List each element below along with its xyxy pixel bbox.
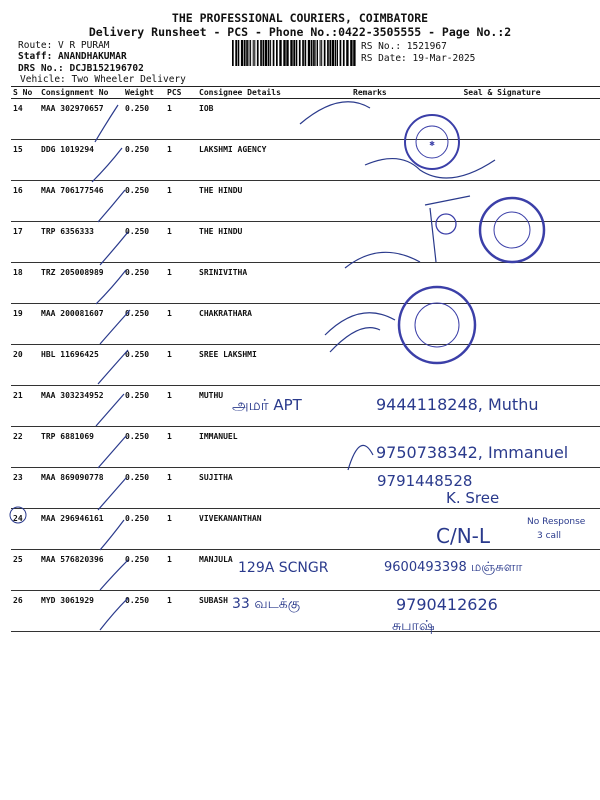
row-remarks <box>351 140 400 181</box>
row-pcs: 1 <box>165 427 197 468</box>
col-remarks: Remarks <box>351 87 400 99</box>
row-seal <box>400 345 600 386</box>
row-consignee: MUTHU <box>197 386 351 427</box>
row-pcs: 1 <box>165 386 197 427</box>
handwritten-note: No Response <box>527 517 586 527</box>
row-pcs: 1 <box>165 181 197 222</box>
table-row <box>11 99 600 140</box>
row-sno: 24 <box>11 509 39 550</box>
row-consignee: CHAKRATHARA <box>197 304 351 345</box>
row-consignee: SRINIVITHA <box>197 263 351 304</box>
handwritten-signature: 9791448528 <box>377 472 473 490</box>
row-weight: 0.250 <box>123 304 165 345</box>
row-seal <box>400 427 600 468</box>
row-weight: 0.250 <box>123 99 165 140</box>
col-weight: Weight <box>123 87 165 99</box>
row-sno: 16 <box>11 181 39 222</box>
row-pcs: 1 <box>165 591 197 632</box>
row-sno: 14 <box>11 99 39 140</box>
row-pcs: 1 <box>165 509 197 550</box>
handwritten-signature: சுபாஷ் <box>392 618 435 634</box>
table-row <box>11 427 600 468</box>
row-seal <box>400 181 600 222</box>
row-remarks <box>351 550 400 591</box>
col-consignee: Consignee Details <box>197 87 351 99</box>
row-sno: 20 <box>11 345 39 386</box>
handwritten-address: அமர் APT <box>232 396 302 414</box>
table-row <box>11 222 600 263</box>
runsheet-table <box>11 86 600 632</box>
row-weight: 0.250 <box>123 222 165 263</box>
row-sno: 22 <box>11 427 39 468</box>
row-pcs: 1 <box>165 263 197 304</box>
row-weight: 0.250 <box>123 140 165 181</box>
handwritten-note: 3 call <box>537 531 562 541</box>
row-consignment: TRP 6356333 <box>39 222 123 263</box>
row-sno: 17 <box>11 222 39 263</box>
stamp-seal-mark: ✱ <box>429 140 435 148</box>
row-pcs: 1 <box>165 222 197 263</box>
row-consignee: IMMANUEL <box>197 427 351 468</box>
row-weight: 0.250 <box>123 181 165 222</box>
table-row <box>11 509 600 550</box>
row-consignment: TRP 6881069 <box>39 427 123 468</box>
row-weight: 0.250 <box>123 468 165 509</box>
staff-label: Staff: ANANDHAKUMAR <box>18 51 127 62</box>
row-remarks <box>351 222 400 263</box>
row-remarks <box>351 99 400 140</box>
row-consignment: MAA 200081607 <box>39 304 123 345</box>
row-seal <box>400 304 600 345</box>
row-seal <box>400 468 600 509</box>
row-sno: 18 <box>11 263 39 304</box>
row-weight: 0.250 <box>123 386 165 427</box>
row-pcs: 1 <box>165 304 197 345</box>
row-consignee: LAKSHMI AGENCY <box>197 140 351 181</box>
row-consignment: MAA 302970657 <box>39 99 123 140</box>
row-consignment: MAA 296946161 <box>39 509 123 550</box>
row-pcs: 1 <box>165 345 197 386</box>
row-consignee: SREE LAKSHMI <box>197 345 351 386</box>
row-seal <box>400 386 600 427</box>
row-remarks <box>351 509 400 550</box>
row-consignment: MAA 706177546 <box>39 181 123 222</box>
row-remarks <box>351 345 400 386</box>
row-seal <box>400 222 600 263</box>
row-remarks <box>351 427 400 468</box>
handwritten-signature: C/N-L <box>436 524 491 548</box>
row-sno: 25 <box>11 550 39 591</box>
row-seal <box>400 140 600 181</box>
row-remarks <box>351 304 400 345</box>
row-pcs: 1 <box>165 140 197 181</box>
row-consignee: MANJULA <box>197 550 351 591</box>
row-consignee: SUBASH <box>197 591 351 632</box>
handwritten-signature: 9444118248, Muthu <box>376 395 539 414</box>
vehicle-label: Vehicle: Two Wheeler Delivery <box>20 74 186 85</box>
runsheet-subtitle: Delivery Runsheet - PCS - Phone No.:0422-3505555 - Page No.:2 <box>88 25 512 39</box>
row-seal <box>400 509 600 550</box>
rs-date: RS Date: 19-Mar-2025 <box>361 53 476 64</box>
table-row <box>11 181 600 222</box>
row-weight: 0.250 <box>123 263 165 304</box>
row-consignee: THE HINDU <box>197 181 351 222</box>
row-sno: 21 <box>11 386 39 427</box>
row-sno: 15 <box>11 140 39 181</box>
handwritten-address: 129A SCNGR <box>238 560 329 576</box>
handwritten-signature: 9750738342, Immanuel <box>376 443 569 462</box>
col-consignment: Consignment No <box>39 87 123 99</box>
row-consignment: TRZ 205008989 <box>39 263 123 304</box>
row-seal <box>400 263 600 304</box>
row-consignment: HBL 11696425 <box>39 345 123 386</box>
col-seal: Seal & Signature <box>400 87 600 99</box>
col-pcs: PCS <box>165 87 197 99</box>
row-consignment: MAA 869090778 <box>39 468 123 509</box>
row-pcs: 1 <box>165 468 197 509</box>
row-seal <box>400 550 600 591</box>
company-title: THE PROFESSIONAL COURIERS, COIMBATORE <box>171 11 429 25</box>
barcode-image <box>232 40 356 66</box>
row-consignment: MAA 303234952 <box>39 386 123 427</box>
row-remarks <box>351 591 400 632</box>
route-label: Route: V R PURAM <box>18 40 110 51</box>
row-weight: 0.250 <box>123 345 165 386</box>
row-weight: 0.250 <box>123 591 165 632</box>
drs-label: DRS No.: DCJB152196702 <box>18 63 144 74</box>
row-consignment: DDG 1019294 <box>39 140 123 181</box>
row-weight: 0.250 <box>123 509 165 550</box>
row-sno: 19 <box>11 304 39 345</box>
row-consignee: IOB <box>197 99 351 140</box>
handwritten-signature: 9600493398 மஞ்சுளா <box>384 560 523 575</box>
row-sno: 23 <box>11 468 39 509</box>
row-consignment: MAA 576820396 <box>39 550 123 591</box>
row-pcs: 1 <box>165 550 197 591</box>
row-remarks <box>351 386 400 427</box>
row-weight: 0.250 <box>123 427 165 468</box>
row-seal <box>400 99 600 140</box>
row-consignee: SUJITHA <box>197 468 351 509</box>
handwritten-address: 33 வடக்கு <box>232 596 301 612</box>
table-header-row <box>11 87 600 99</box>
table-row <box>11 468 600 509</box>
row-consignee: VIVEKANANTHAN <box>197 509 351 550</box>
table-row <box>11 550 600 591</box>
handwritten-signature: K. Sree <box>446 489 500 507</box>
table-row <box>11 304 600 345</box>
table-row <box>11 140 600 181</box>
row-consignment: MYD 3061929 <box>39 591 123 632</box>
row-seal <box>400 591 600 632</box>
handwritten-signature: 9790412626 <box>396 595 498 614</box>
row-sno: 26 <box>11 591 39 632</box>
row-weight: 0.250 <box>123 550 165 591</box>
rs-number: RS No.: 1521967 <box>361 41 447 52</box>
col-sno: S No <box>11 87 39 99</box>
table-row <box>11 591 600 632</box>
row-remarks <box>351 263 400 304</box>
table-row <box>11 263 600 304</box>
table-row <box>11 345 600 386</box>
row-consignee: THE HINDU <box>197 222 351 263</box>
row-remarks <box>351 181 400 222</box>
table-row <box>11 386 600 427</box>
row-pcs: 1 <box>165 99 197 140</box>
row-remarks <box>351 468 400 509</box>
